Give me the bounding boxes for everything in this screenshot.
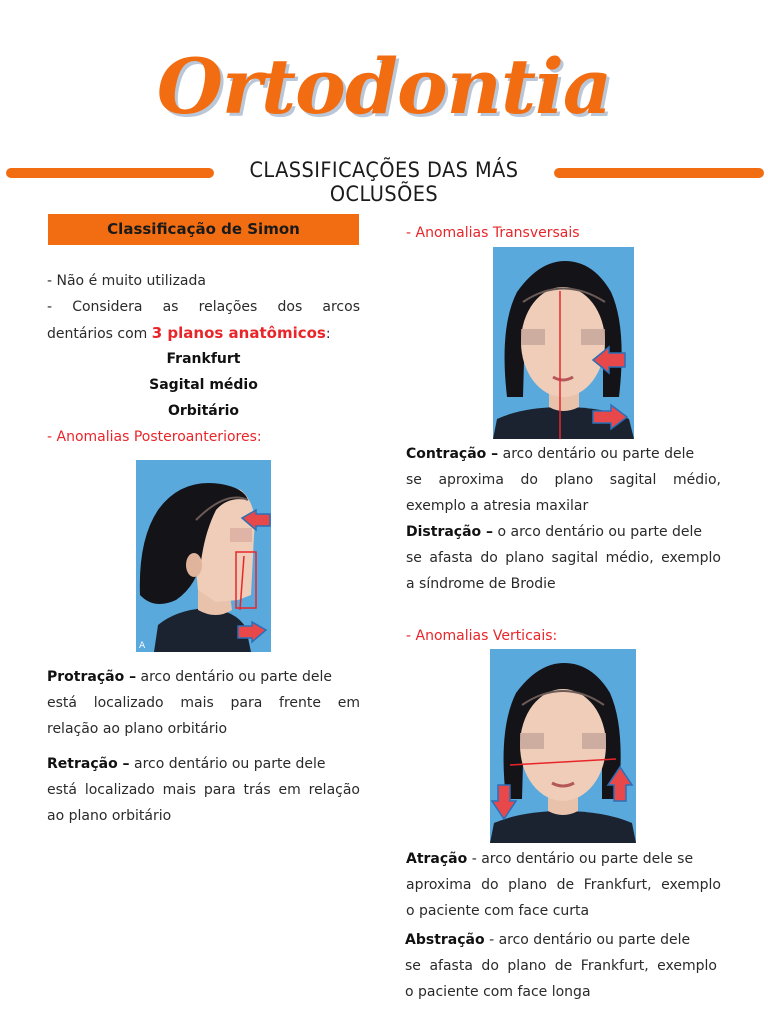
retracao-line2: está localizado mais para trás em relação [47,782,360,798]
orange-bar-right [554,168,764,178]
atracao-line2: aproxima do plano de Frankfurt, exemplo [406,877,721,893]
distracao-line1 [406,519,721,545]
abstracao-text1: - arco dentário ou parte dele [489,932,691,948]
subtitle-row [0,158,768,206]
page-subtitle: CLASSIFICAÇÕES DAS MÁS OCLUSÕES [249,158,519,206]
line-not-used: - Não é muito utilizada [47,273,206,289]
retracao-text1: arco dentário ou parte dele [134,756,326,772]
plane-orbitario: Orbitário [167,403,240,419]
profile-photo [136,460,271,652]
front-photo-transversal [493,247,634,439]
atracao-text1: - arco dentário ou parte dele se [471,851,694,867]
distracao-text1: o arco dentário ou parte dele [497,524,703,540]
orange-bar-left [6,168,214,178]
photo-label: A [139,641,146,651]
atracao-line1 [406,846,721,872]
heading-verticais: - Anomalias Verticais: [406,628,558,644]
protracao-line1 [47,664,360,690]
front-photo-vertical [490,649,636,843]
plane-sagital: Sagital médio [149,377,258,393]
abstracao-line2: se afasta do plano de Frankfurt, exemplo [405,958,717,974]
retracao-line3: ao plano orbitário [47,808,172,824]
abstracao-term: Abstração [405,932,485,948]
planes-highlight: 3 planos anatômicos [151,324,326,342]
atracao-term: Atração [406,851,468,867]
line-considers: - Considera as relações dos arcos [47,299,360,315]
contracao-term: Contração – [406,446,499,462]
protracao-term: Protração – [47,669,137,685]
plane-frankfurt: Frankfurt [166,351,241,367]
atracao-line3: o paciente com face curta [406,903,590,919]
distracao-line3: a síndrome de Brodie [406,576,556,592]
line-planes-prefix: dentários com [47,326,148,342]
contracao-line1 [406,441,721,467]
retracao-line1 [47,751,360,777]
distracao-line2: se afasta do plano sagital médio, exemplo [406,550,721,566]
retracao-term: Retração – [47,756,130,772]
line-planes-suffix: : [325,326,331,342]
distracao-term: Distração – [406,524,494,540]
heading-transversais: - Anomalias Transversais [406,225,580,241]
contracao-line2: se aproxima do plano sagital médio, [406,472,721,488]
abstracao-line3: o paciente com face longa [405,984,591,1000]
abstracao-line1 [405,927,717,953]
protracao-line3: relação ao plano orbitário [47,721,228,737]
protracao-line2: está localizado mais para frente em [47,695,360,711]
line-planes [47,320,360,347]
contracao-text1: arco dentário ou parte dele [502,446,695,462]
page-title: Ortodontia [156,42,612,131]
section-label-simon: Classificação de Simon [48,214,359,245]
contracao-line3: exemplo a atresia maxilar [406,498,589,514]
protracao-text1: arco dentário ou parte dele [140,669,333,685]
heading-posteroanteriores: - Anomalias Posteroanteriores: [47,429,262,445]
